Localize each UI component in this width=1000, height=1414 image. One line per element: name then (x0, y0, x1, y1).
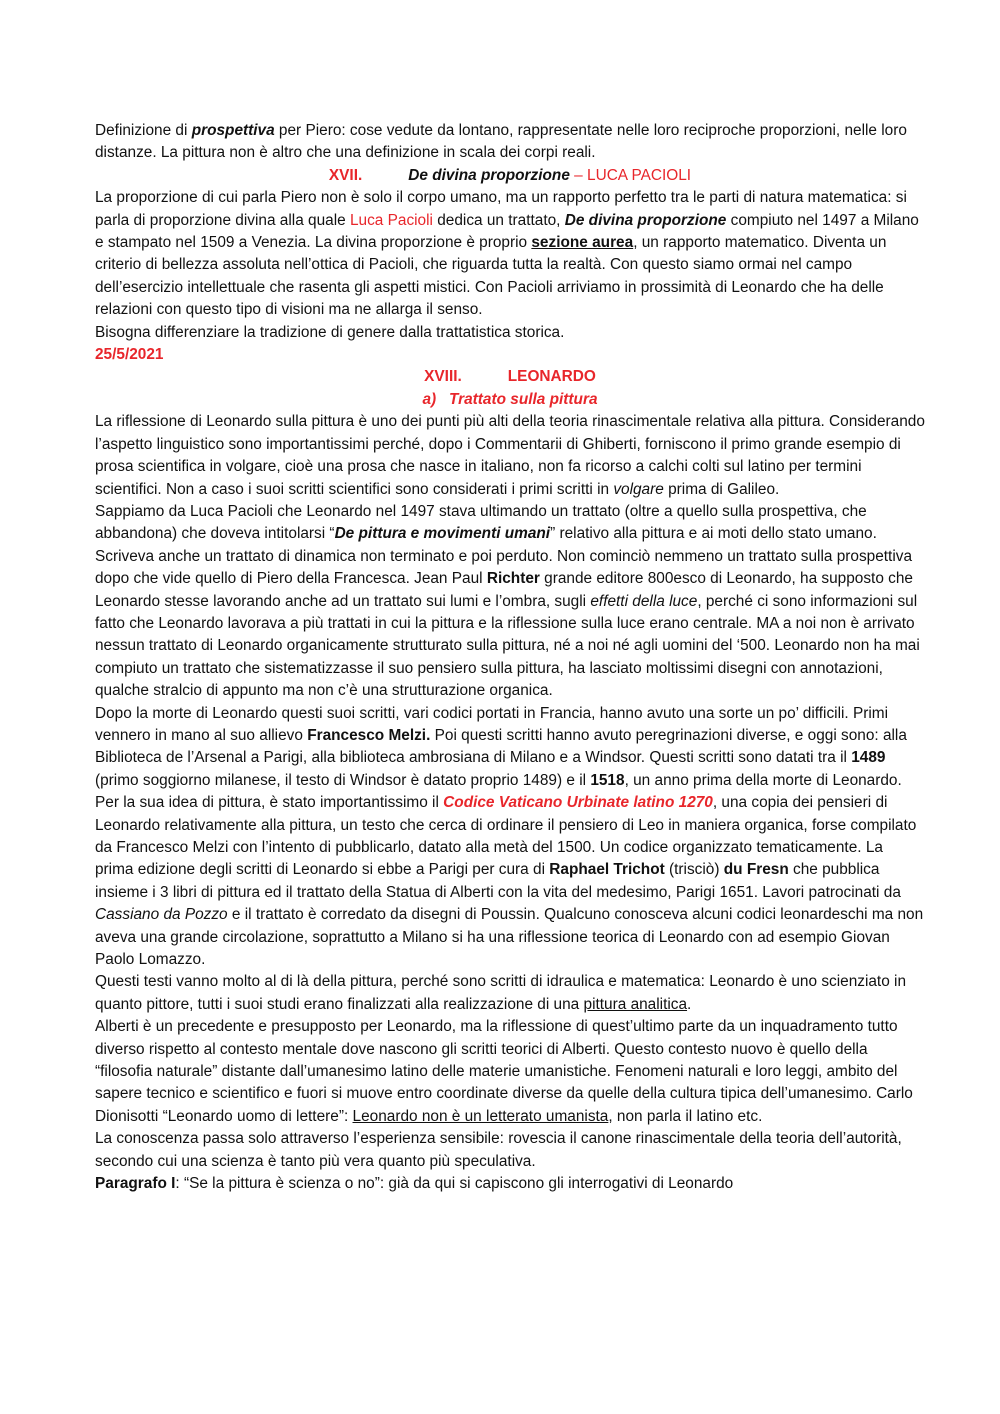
heading-title: De divina proporzione (408, 166, 570, 184)
paragraph-idraulica: Questi testi vanno molto al di là della pittura, perché sono scritti di idraulica e matematica: Leonardo è uno scienziato in quanto pittore, tutti i suoi studi erano finalizzati alla realizzazione di una pittura analitica. (95, 973, 907, 1013)
heading-title: LEONARDO (507, 368, 596, 386)
title-de-divina-proporzione: De divina proporzione (564, 211, 727, 229)
heading-xvii: XVII. De divina proporzione – LUCA PACIOLI (328, 166, 692, 184)
subheading-title: Trattato sulla pittura (449, 390, 598, 408)
paragraph-paragrafo-i: Paragrafo I: “Se la pittura è scienza o no”: già da qui si capiscono gli interrogativi di Leonardo (95, 1175, 734, 1193)
heading-author: LUCA PACIOLI (587, 166, 692, 184)
term-prospettiva: prospettiva (191, 122, 275, 139)
paragraph-conoscenza: La conoscenza passa solo attraverso l’esperienza sensibile: rovescia il canone rinascimentale della teoria dell’autorità, secondo cui una scienza è tanto più vera quanto più speculativa. (95, 1130, 902, 1170)
name-luca-pacioli: Luca Pacioli (349, 211, 433, 229)
paragraph-pacioli-trattato: Sappiamo da Luca Pacioli che Leonardo nel 1497 stava ultimando un trattato (oltre a quello sulla prospettiva, che abbandona) che doveva intitolarsi “De pittura e movimenti umani” relativo alla pittura e ai moti dello stato umano. Scriveva anche un trattato di dinamica non terminato e poi perduto. Non cominciò nemmeno un trattato sulla prospettiva dopo che vide quello di Piero della Francesca. Jean Paul Richter grande editore 800esco di Leonardo, ha supposto che Leonardo stesse lavorando anche ad un trattato sui lumi e l’ombra, sugli effetti della luce, perché ci sono informazioni sul fatto che Leonardo lavorava a più trattati in cui la pittura e la riflessione sulla luce erano centrale. MA a noi non è arrivato nessun trattato di Leonardo organicamente strutturato sulla pittura, né a noi né agli uomini del ‘500. Leonardo non ha mai compiuto un trattato che sistematizzasse il suo pensiero sulla pittura, ha lasciato moltissimi disegni con annotazioni, qualche stralcio di appunto ma non c’è una strutturazione organica. (95, 502, 920, 700)
heading-number: XVIII. (424, 368, 462, 386)
paragraph-alberti: Alberti è un precedente e presupposto per Leonardo, ma la riflessione di quest’ultimo parte da un inquadramento tutto diverso rispetto al contesto mentale dove nascono gli scritti teorici di Alberti. Questo contesto nuovo è quello della “filosofia naturale” distante dall’umanesimo latino delle materie umanistiche. Fenomeni naturali e loro leggi, ambito del sapere tecnico e scientifico e fuori si muove entro coordinate diverse da quelle della cultura tipica dell’umanesimo. Carlo Dionisotti “Leonardo uomo di lettere”: Leonardo non è un letterato umanista, non parla il latino etc. (95, 1018, 913, 1125)
subheading-letter: a) (422, 390, 437, 408)
heading-xviii (95, 366, 925, 388)
paragraph-proporzione: La proporzione di cui parla Piero non è solo il corpo umano, ma un rapporto perfetto tra le parti di natura matematica: si parla di proporzione divina alla quale Luca Pacioli dedica un trattato, De divina proporzione compiuto nel 1497 a Milano e stampato nel 1509 a Venezia. La divina proporzione è proprio sezione aurea, un rapporto matematico. Diventa un criterio di bellezza assoluta nell’ottica di Pacioli, che riguarda tutta la realtà. Con questo siamo ormai nel campo dell’esercizio intellettuale che rasenta gli aspetti mistici. Con Pacioli arriviamo in prossimità di Leonardo che ha delle relazioni con questo tipo di visioni ma ne allarga il senso. (95, 189, 919, 319)
paragraph-riflessione: La riflessione di Leonardo sulla pittura è uno dei punti più alti della teoria rinascimentale relativa alla pittura. Considerando l’aspetto linguistico sono importantissimi perché, dopo i Commentarii di Ghiberti, forniscono il primo grande esempio di prosa scientifica in volgare, cioè una prosa che nasce in italiano, non fa ricorso a calchi colti sul latino per termini scientifici. Non a caso i suoi scritti scientifici sono considerati i primi scritti in volgare prima di Galileo. (95, 413, 925, 498)
paragraph-dopo-la-morte: Dopo la morte di Leonardo questi suoi scritti, vari codici portati in Francia, hanno avuto una sorte un po’ difficili. Primi vennero in mano al suo allievo Francesco Melzi. Poi questi scritti hanno avuto peregrinazioni diverse, e oggi sono: alla Biblioteca de l’Arsenal a Parigi, alla biblioteca ambrosiana di Milano e a Windsor. Questi scritti sono datati tra il 1489 (primo soggiorno milanese, il testo di Windsor è datato proprio 1489) e il 1518, un anno prima della morte di Leonardo. (95, 704, 907, 789)
paragraph-prospettiva: Definizione di prospettiva per Piero: cose vedute da lontano, rappresentate nelle loro reciproche proporzioni, nelle loro distanze. La pittura non è altro che una definizione in scala dei corpi reali. (95, 122, 907, 162)
document-page (95, 120, 925, 1196)
paragraph-tradizione: Bisogna differenziare la tradizione di genere dalla trattatistica storica. (95, 323, 565, 341)
heading-number: XVII. (328, 166, 363, 184)
subheading-trattato (95, 389, 925, 411)
date-label: 25/5/2021 (95, 346, 164, 364)
paragraph-codice-urbinate: Per la sua idea di pittura, è stato importantissimo il Codice Vaticano Urbinate latino 1270, una copia dei pensieri di Leonardo relativamente alla pittura, un testo che cerca di ordinare il pensiero di Leo in maniera organica, forse compilato da Francesco Melzi con l’intento di pubblicarlo, datato alla metà del 1500. Un codice organizzato tematicamente. La prima edizione degli scritti di Leonardo si ebbe a Parigi per cura di Raphael Trichot (trisciò) du Fresn che pubblica insieme i 3 libri di pittura ed il trattato della Statua di Alberti con la vita del medesimo, Parigi 1651. Lavori patrocinati da Cassiano da Pozzo e il trattato è corredato da disegni di Poussin. Qualcuno conosceva alcuni codici leonardeschi ma non aveva una grande circolazione, soprattutto a Milano si ha una riflessione teorica di Leonardo con ad esempio Giovan Paolo Lomazzo. (95, 794, 924, 969)
term-sezione-aurea: sezione aurea (531, 234, 634, 252)
